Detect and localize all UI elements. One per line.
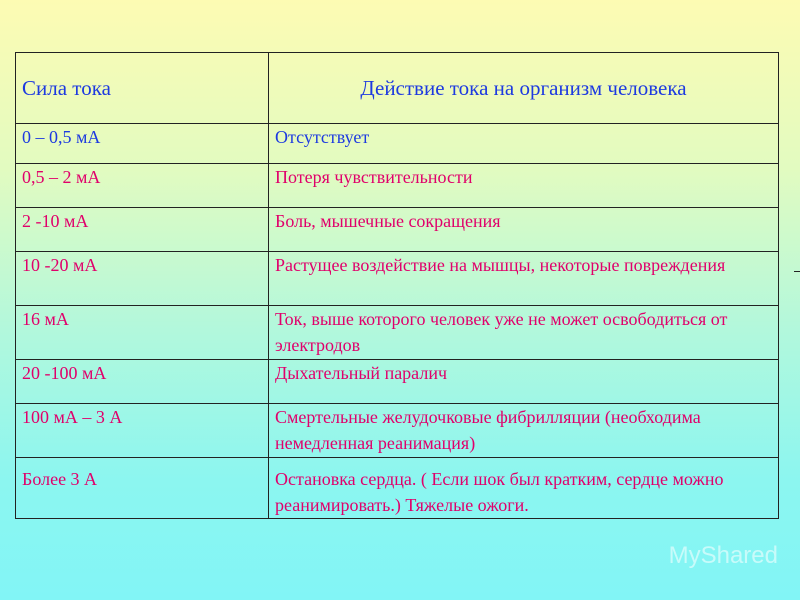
table-row xyxy=(16,252,779,306)
effect-cell: Остановка сердца. ( Если шок был кратким, сердце можно реанимировать.) Тяжелые ожоги. xyxy=(269,458,779,519)
watermark: MyShared xyxy=(668,542,778,569)
table-row xyxy=(16,208,779,252)
header-effect: Действие тока на организм человека xyxy=(269,53,779,124)
effect-cell: Ток, выше которого человек уже не может освободиться от электродов xyxy=(269,306,779,360)
table-row xyxy=(16,360,779,404)
table-row xyxy=(16,164,779,208)
effect-cell: Дыхательный паралич xyxy=(269,360,779,404)
edge-tick-mark xyxy=(794,271,800,272)
current-cell: 0 – 0,5 мА xyxy=(16,124,269,164)
effect-cell: Растущее воздействие на мышцы, некоторые повреждения xyxy=(269,252,779,306)
table-row xyxy=(16,124,779,164)
effect-cell: Отсутствует xyxy=(269,124,779,164)
current-cell: 16 мА xyxy=(16,306,269,360)
current-cell: 20 -100 мА xyxy=(16,360,269,404)
table-row xyxy=(16,458,779,519)
current-cell: Более 3 А xyxy=(16,458,269,519)
table-row xyxy=(16,404,779,458)
current-cell: 10 -20 мА xyxy=(16,252,269,306)
effect-cell: Потеря чувствительности xyxy=(269,164,779,208)
current-cell: 2 -10 мА xyxy=(16,208,269,252)
header-current: Сила тока xyxy=(16,53,269,124)
effect-cell: Боль, мышечные сокращения xyxy=(269,208,779,252)
table-header-row xyxy=(16,53,779,124)
effect-cell: Смертельные желудочковые фибрилляции (необходима немедленная реанимация) xyxy=(269,404,779,458)
current-effects-table xyxy=(15,52,779,519)
current-cell: 0,5 – 2 мА xyxy=(16,164,269,208)
table-row xyxy=(16,306,779,360)
current-cell: 100 мА – 3 А xyxy=(16,404,269,458)
